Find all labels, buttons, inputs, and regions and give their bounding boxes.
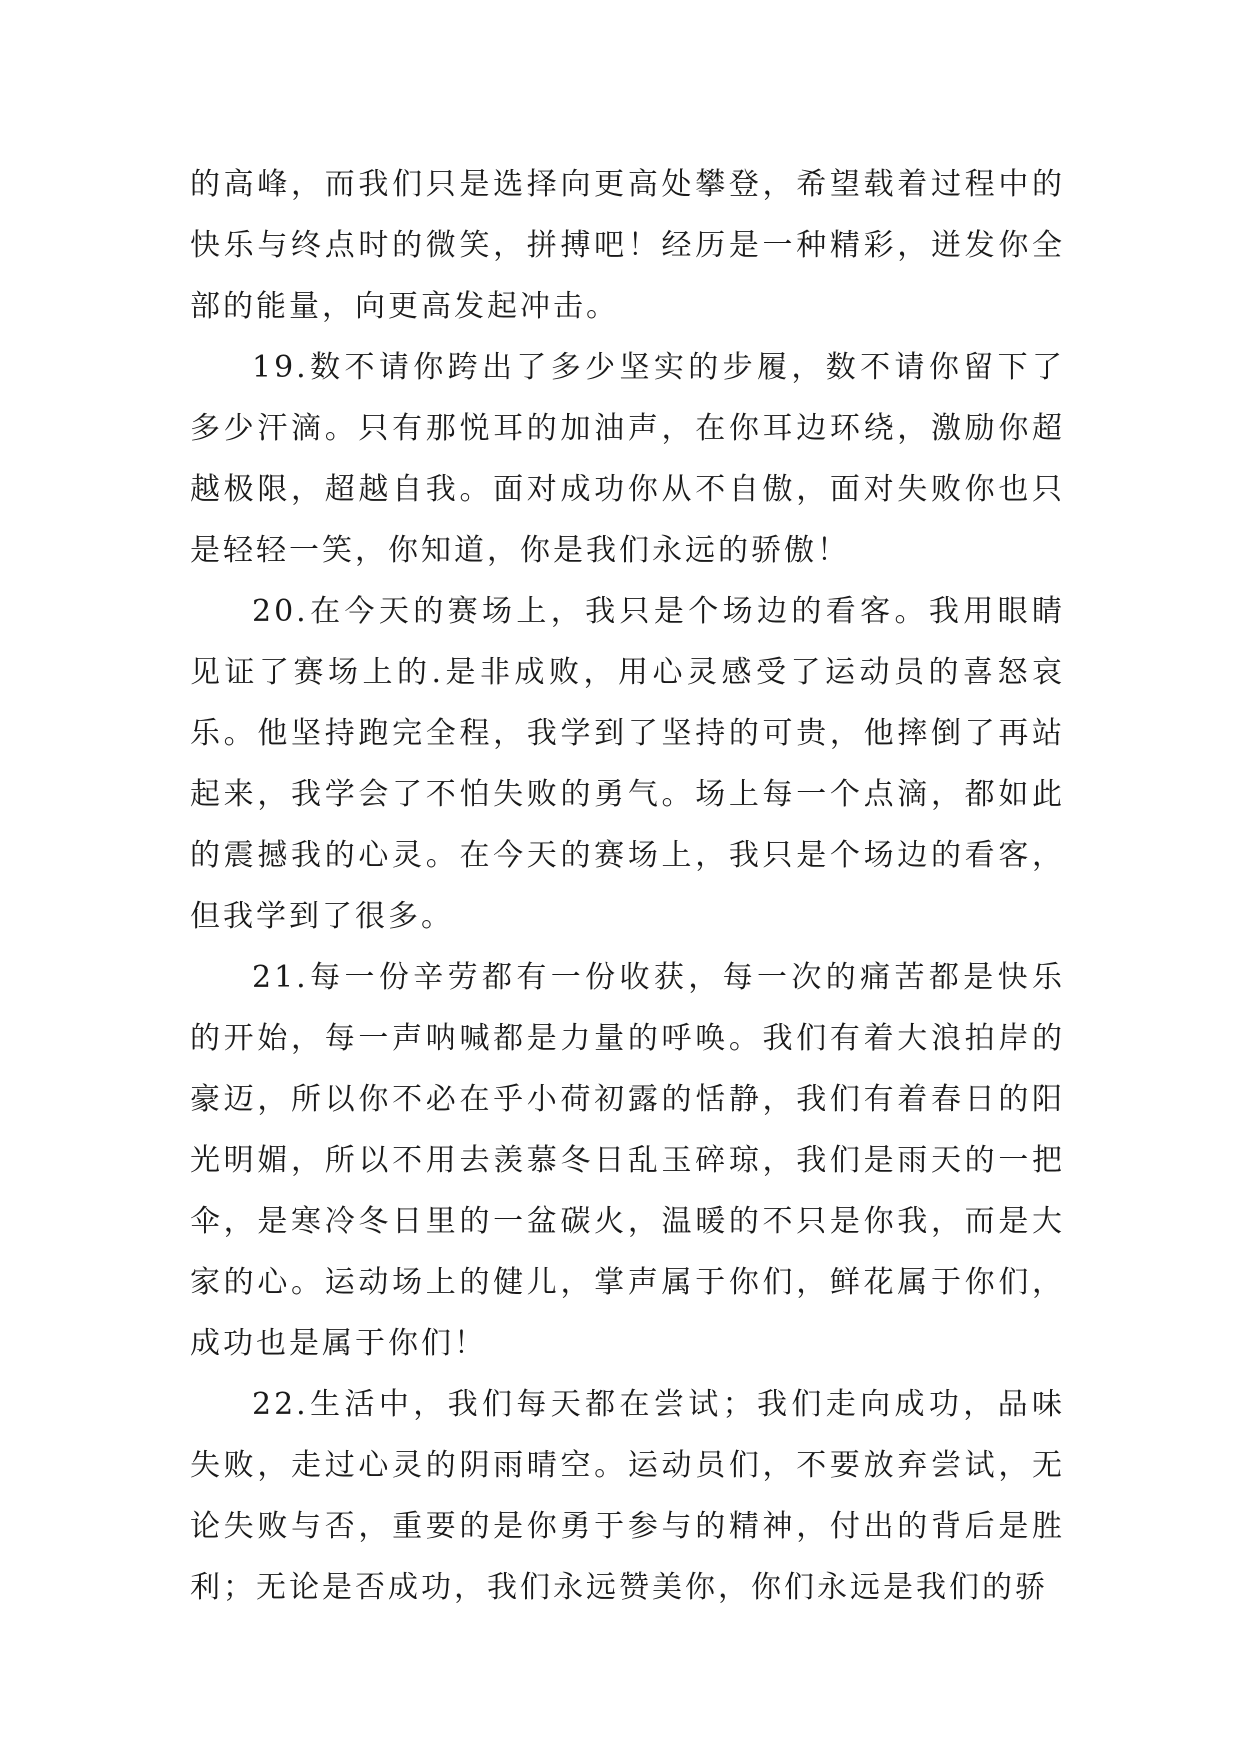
paragraph-continuation: 的高峰，而我们只是选择向更高处攀登，希望载着过程中的快乐与终点时的微笑，拼搏吧！经历是一种精彩，迸发你全部的能量，向更高发起冲击。 (190, 167, 1065, 324)
document-body (190, 154, 1065, 1618)
paragraph-21: 21.每一份辛劳都有一份收获，每一次的痛苦都是快乐的开始，每一声呐喊都是力量的呼唤。我们有着大浪拍岸的豪迈，所以你不必在乎小荷初露的恬静，我们有着春日的阳光明媚，所以不用去羡慕冬日乱玉碎琼，我们是雨天的一把伞，是寒冷冬日里的一盆碳火，温暖的不只是你我，而是大家的心。运动场上的健儿，掌声属于你们，鲜花属于你们，成功也是属于你们！ (190, 960, 1065, 1361)
paragraph-19: 19.数不请你跨出了多少坚实的步履，数不请你留下了多少汗滴。只有那悦耳的加油声，在你耳边环绕，激励你超越极限，超越自我。面对成功你从不自傲，面对失败你也只是轻轻一笑，你知道，你是我们永远的骄傲！ (190, 350, 1065, 568)
paragraph-20: 20.在今天的赛场上，我只是个场边的看客。我用眼睛见证了赛场上的.是非成败，用心灵感受了运动员的喜怒哀乐。他坚持跑完全程，我学到了坚持的可贵，他摔倒了再站起来，我学会了不怕失败的勇气。场上每一个点滴，都如此的震撼我的心灵。在今天的赛场上，我只是个场边的看客，但我学到了很多。 (190, 594, 1065, 934)
paragraph-22: 22.生活中，我们每天都在尝试；我们走向成功，品味失败，走过心灵的阴雨晴空。运动员们，不要放弃尝试，无论失败与否，重要的是你勇于参与的精神，付出的背后是胜利；无论是否成功，我们永远赞美你，你们永远是我们的骄 (190, 1387, 1065, 1605)
